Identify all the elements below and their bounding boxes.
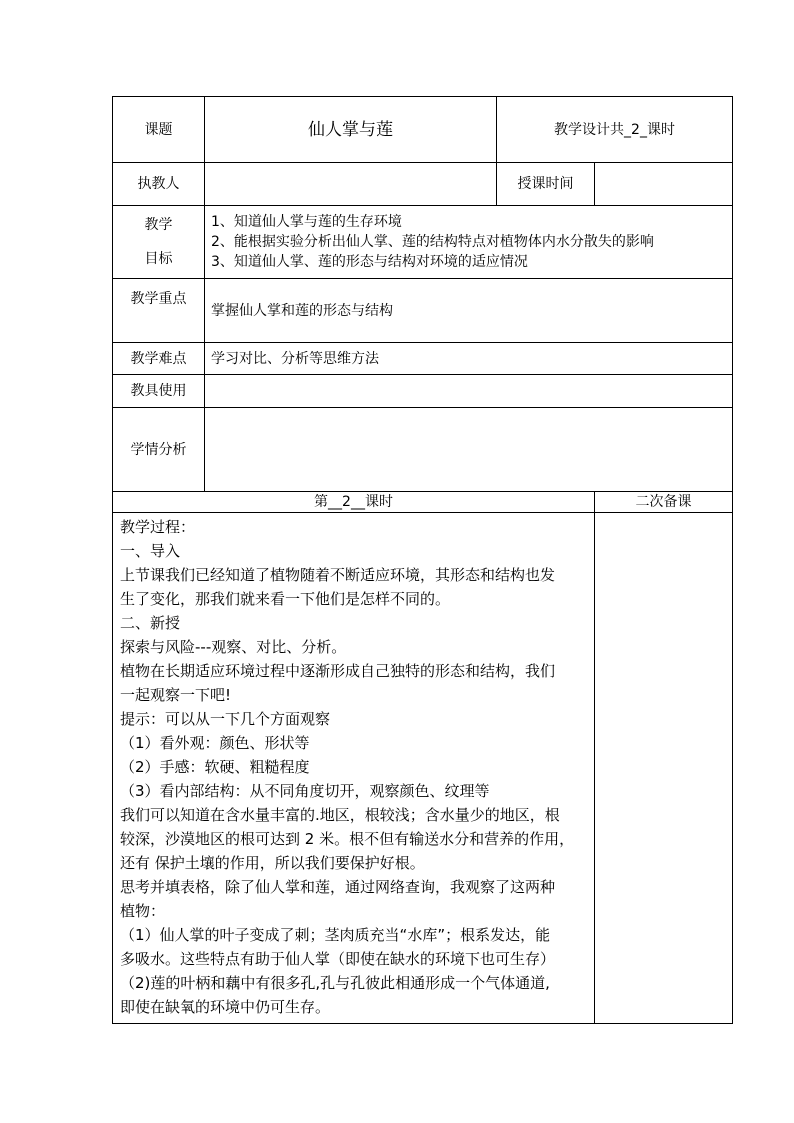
teacher-value	[205, 163, 497, 206]
difficulty-label: 教学难点	[113, 343, 205, 375]
goal-item: 1、知道仙人掌与莲的生存环境	[211, 214, 402, 230]
backup-header: 二次备课	[595, 492, 733, 513]
section-header-row	[113, 492, 733, 513]
goals-label-line2: 目标	[144, 251, 173, 267]
tools-label: 教具使用	[113, 375, 205, 408]
process-line: 生了变化，那我们就来看一下他们是怎样不同的。	[120, 590, 451, 608]
difficulty-value: 学习对比、分析等思维方法	[205, 343, 733, 375]
process-line: 还有 保护土壤的作用，所以我们要保护好根。	[120, 854, 425, 872]
topic-label: 课题	[113, 97, 205, 163]
process-row	[113, 513, 733, 1024]
teacher-label: 执教人	[113, 163, 205, 206]
process-line: 提示：可以从一下几个方面观察	[120, 710, 331, 728]
process-line: 多吸水。这些特点有助于仙人掌（即使在缺水的环境下也可生存）	[120, 950, 556, 968]
lesson-number-header: 第__2__课时	[113, 492, 595, 513]
process-line: 即使在缺氧的环境中仍可生存。	[120, 998, 331, 1016]
key-point-label: 教学重点	[113, 279, 205, 343]
process-line: （2)莲的叶柄和藕中有很多孔,孔与孔彼此相通形成一个气体通道,	[120, 974, 550, 992]
process-line: 较深，沙漠地区的根可达到 2 米。根不但有输送水分和营养的作用，	[120, 830, 575, 848]
process-line: 思考并填表格，除了仙人掌和莲，通过网络查询，我观察了这两种	[120, 878, 556, 896]
tools-value	[205, 375, 733, 408]
lesson-plan-page	[112, 96, 732, 1024]
process-line: （3）看内部结构：从不同角度切开，观察颜色、纹理等	[120, 782, 490, 800]
process-line: 上节课我们已经知道了植物随着不断适应环境，其形态和结构也发	[120, 566, 556, 584]
time-label: 授课时间	[497, 163, 595, 206]
process-line: （1）看外观：颜色、形状等	[120, 734, 310, 752]
goal-item: 2、能根据实验分析出仙人掌、莲的结构特点对植物体内水分散失的影响	[211, 234, 654, 250]
tools-row	[113, 375, 733, 408]
process-line: 我们可以知道在含水量丰富的.地区，根较浅；含水量少的地区，根	[120, 806, 560, 824]
process-line: 探索与风险---观察、对比、分析。	[120, 638, 347, 656]
goal-item: 3、知道仙人掌、莲的形态与结构对环境的适应情况	[211, 254, 528, 270]
time-value	[595, 163, 733, 206]
goals-content	[205, 206, 733, 279]
key-point-value: 掌握仙人掌和莲的形态与结构	[205, 279, 733, 343]
key-point-row	[113, 279, 733, 343]
difficulty-row	[113, 343, 733, 375]
process-line: （2）手感：软硬、粗糙程度	[120, 758, 310, 776]
process-content	[113, 513, 595, 1024]
process-line: 植物在长期适应环境过程中逐渐形成自己独特的形态和结构，我们	[120, 662, 556, 680]
process-line: 植物：	[120, 902, 166, 920]
process-line: 二、新授	[120, 614, 181, 632]
analysis-label: 学情分析	[113, 408, 205, 492]
teacher-row	[113, 163, 733, 206]
design-info: 教学设计共_2_课时	[497, 97, 733, 163]
analysis-value	[205, 408, 733, 492]
process-line: 一起观察一下吧!	[120, 686, 232, 704]
topic-value: 仙人掌与莲	[205, 97, 497, 163]
goals-label	[113, 206, 205, 279]
goals-label-line1: 教学	[144, 217, 173, 233]
goals-row	[113, 206, 733, 279]
analysis-row	[113, 408, 733, 492]
process-line: （1）仙人掌的叶子变成了刺；茎肉质充当“水库”；根系发达，能	[120, 926, 551, 944]
backup-content	[595, 513, 733, 1024]
lesson-plan-table	[112, 96, 733, 1024]
process-line: 一、导入	[120, 542, 181, 560]
topic-row	[113, 97, 733, 163]
process-line: 教学过程：	[120, 518, 196, 536]
